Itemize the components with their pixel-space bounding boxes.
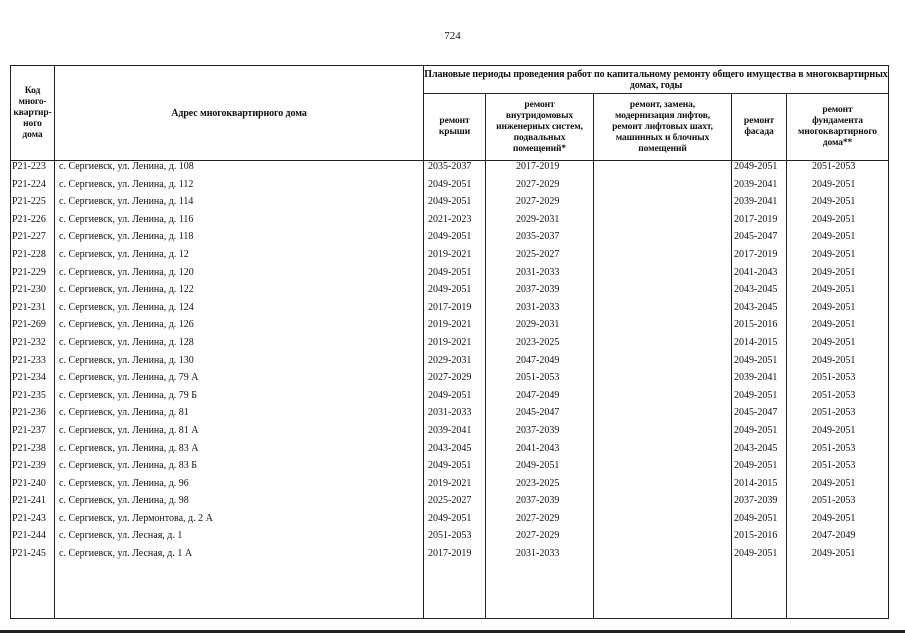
header-code: Код много- квартир- ного дома: [11, 66, 55, 161]
address-cell: с. Сергиевск, ул. Ленина, д. 96: [55, 478, 424, 496]
address-cell: с. Сергиевск, ул. Ленина, д. 112: [55, 179, 424, 197]
elevators-cell: [594, 179, 732, 197]
address-cell: с. Сергиевск, ул. Ленина, д. 124: [55, 302, 424, 320]
facade-cell: 2049-2051: [732, 355, 787, 373]
foundation-cell: 2049-2051: [787, 425, 889, 443]
address-cell: с. Сергиевск, ул. Ленина, д. 118: [55, 231, 424, 249]
elevators-cell: [594, 495, 732, 513]
roof-cell: 2019-2021: [424, 319, 486, 337]
facade-cell: 2015-2016: [732, 530, 787, 548]
facade-cell: 2049-2051: [732, 161, 787, 179]
foundation-cell: 2049-2051: [787, 355, 889, 373]
address-cell: с. Сергиевск, ул. Ленина, д. 114: [55, 196, 424, 214]
table-row: [11, 214, 889, 232]
capital-repair-table: [10, 65, 889, 619]
foundation-cell: 2049-2051: [787, 284, 889, 302]
address-cell: с. Сергиевск, ул. Ленина, д. 98: [55, 495, 424, 513]
foundation-cell: 2049-2051: [787, 214, 889, 232]
engineering-cell: 2023-2025: [486, 337, 594, 355]
roof-cell: 2043-2045: [424, 443, 486, 461]
roof-cell: 2017-2019: [424, 302, 486, 320]
address-cell: с. Сергиевск, ул. Лесная, д. 1 А: [55, 548, 424, 619]
header-facade: ремонт фасада: [732, 94, 787, 161]
engineering-cell: 2035-2037: [486, 231, 594, 249]
roof-cell: 2019-2021: [424, 478, 486, 496]
table-row: [11, 179, 889, 197]
engineering-cell: 2029-2031: [486, 319, 594, 337]
foundation-cell: 2049-2051: [787, 302, 889, 320]
code-cell: Р21-234: [11, 372, 55, 390]
code-cell: Р21-230: [11, 284, 55, 302]
roof-cell: 2049-2051: [424, 267, 486, 285]
elevators-cell: [594, 284, 732, 302]
address-cell: с. Сергиевск, ул. Ленина, д. 108: [55, 161, 424, 179]
facade-cell: 2043-2045: [732, 443, 787, 461]
elevators-cell: [594, 337, 732, 355]
code-cell: Р21-224: [11, 179, 55, 197]
table-row: [11, 530, 889, 548]
roof-cell: 2029-2031: [424, 355, 486, 373]
elevators-cell: [594, 425, 732, 443]
table-row: [11, 355, 889, 373]
code-cell: Р21-238: [11, 443, 55, 461]
code-cell: Р21-237: [11, 425, 55, 443]
table-row: [11, 249, 889, 267]
facade-cell: 2041-2043: [732, 267, 787, 285]
header-elevators: ремонт, замена, модернизация лифтов, ремонт лифтовых шахт, машинных и блочных помещений: [594, 94, 732, 161]
address-cell: с. Сергиевск, ул. Лесная, д. 1: [55, 530, 424, 548]
address-cell: с. Сергиевск, ул. Ленина, д. 83 Б: [55, 460, 424, 478]
roof-cell: 2049-2051: [424, 179, 486, 197]
roof-cell: 2027-2029: [424, 372, 486, 390]
engineering-cell: 2031-2033: [486, 302, 594, 320]
header-roof: ремонт крыши: [424, 94, 486, 161]
table-row: [11, 196, 889, 214]
engineering-cell: 2051-2053: [486, 372, 594, 390]
address-cell: с. Сергиевск, ул. Ленина, д. 83 А: [55, 443, 424, 461]
engineering-cell: 2037-2039: [486, 284, 594, 302]
address-cell: с. Сергиевск, ул. Ленина, д. 122: [55, 284, 424, 302]
table-row: [11, 284, 889, 302]
table-row: [11, 372, 889, 390]
roof-cell: 2019-2021: [424, 337, 486, 355]
elevators-cell: [594, 319, 732, 337]
foundation-cell: 2049-2051: [787, 249, 889, 267]
table-row: [11, 548, 889, 619]
table-row: [11, 478, 889, 496]
elevators-cell: [594, 161, 732, 179]
elevators-cell: [594, 390, 732, 408]
table-row: [11, 425, 889, 443]
table-row: [11, 460, 889, 478]
elevators-cell: [594, 249, 732, 267]
roof-cell: 2049-2051: [424, 513, 486, 531]
code-cell: Р21-240: [11, 478, 55, 496]
engineering-cell: 2031-2033: [486, 548, 594, 619]
roof-cell: 2049-2051: [424, 231, 486, 249]
elevators-cell: [594, 214, 732, 232]
code-cell: Р21-244: [11, 530, 55, 548]
roof-cell: 2031-2033: [424, 407, 486, 425]
roof-cell: 2049-2051: [424, 460, 486, 478]
facade-cell: 2049-2051: [732, 548, 787, 619]
foundation-cell: 2051-2053: [787, 495, 889, 513]
code-cell: Р21-223: [11, 161, 55, 179]
facade-cell: 2014-2015: [732, 337, 787, 355]
roof-cell: 2035-2037: [424, 161, 486, 179]
elevators-cell: [594, 530, 732, 548]
roof-cell: 2049-2051: [424, 390, 486, 408]
elevators-cell: [594, 355, 732, 373]
code-cell: Р21-227: [11, 231, 55, 249]
foundation-cell: 2049-2051: [787, 231, 889, 249]
elevators-cell: [594, 513, 732, 531]
table-row: [11, 513, 889, 531]
table-body: [11, 161, 889, 619]
code-cell: Р21-236: [11, 407, 55, 425]
code-cell: Р21-233: [11, 355, 55, 373]
elevators-cell: [594, 407, 732, 425]
table-row: [11, 337, 889, 355]
table-row: [11, 231, 889, 249]
foundation-cell: 2049-2051: [787, 196, 889, 214]
engineering-cell: 2023-2025: [486, 478, 594, 496]
address-cell: с. Сергиевск, ул. Ленина, д. 116: [55, 214, 424, 232]
foundation-cell: 2049-2051: [787, 478, 889, 496]
address-cell: с. Сергиевск, ул. Ленина, д. 126: [55, 319, 424, 337]
foundation-cell: 2051-2053: [787, 407, 889, 425]
facade-cell: 2017-2019: [732, 214, 787, 232]
engineering-cell: 2037-2039: [486, 425, 594, 443]
foundation-cell: 2049-2051: [787, 319, 889, 337]
engineering-cell: 2045-2047: [486, 407, 594, 425]
facade-cell: 2049-2051: [732, 460, 787, 478]
roof-cell: 2051-2053: [424, 530, 486, 548]
code-cell: Р21-225: [11, 196, 55, 214]
facade-cell: 2049-2051: [732, 425, 787, 443]
foundation-cell: 2051-2053: [787, 390, 889, 408]
roof-cell: 2025-2027: [424, 495, 486, 513]
facade-cell: 2017-2019: [732, 249, 787, 267]
roof-cell: 2021-2023: [424, 214, 486, 232]
foundation-cell: 2049-2051: [787, 267, 889, 285]
elevators-cell: [594, 478, 732, 496]
foundation-cell: 2051-2053: [787, 161, 889, 179]
code-cell: Р21-226: [11, 214, 55, 232]
facade-cell: 2043-2045: [732, 284, 787, 302]
code-cell: Р21-245: [11, 548, 55, 619]
engineering-cell: 2049-2051: [486, 460, 594, 478]
address-cell: с. Сергиевск, ул. Ленина, д. 79 А: [55, 372, 424, 390]
facade-cell: 2039-2041: [732, 179, 787, 197]
elevators-cell: [594, 231, 732, 249]
elevators-cell: [594, 267, 732, 285]
elevators-cell: [594, 302, 732, 320]
engineering-cell: 2027-2029: [486, 179, 594, 197]
table-row: [11, 407, 889, 425]
elevators-cell: [594, 460, 732, 478]
code-cell: Р21-231: [11, 302, 55, 320]
code-cell: Р21-232: [11, 337, 55, 355]
engineering-cell: 2047-2049: [486, 390, 594, 408]
table-row: [11, 495, 889, 513]
foundation-cell: 2049-2051: [787, 179, 889, 197]
code-cell: Р21-241: [11, 495, 55, 513]
elevators-cell: [594, 372, 732, 390]
table-row: [11, 443, 889, 461]
facade-cell: 2043-2045: [732, 302, 787, 320]
engineering-cell: 2047-2049: [486, 355, 594, 373]
table-row: [11, 161, 889, 179]
foundation-cell: 2049-2051: [787, 337, 889, 355]
table-row: [11, 267, 889, 285]
foundation-cell: 2051-2053: [787, 460, 889, 478]
address-cell: с. Сергиевск, ул. Лермонтова, д. 2 А: [55, 513, 424, 531]
foundation-cell: 2049-2051: [787, 548, 889, 619]
address-cell: с. Сергиевск, ул. Ленина, д. 81: [55, 407, 424, 425]
roof-cell: 2019-2021: [424, 249, 486, 267]
facade-cell: 2049-2051: [732, 513, 787, 531]
elevators-cell: [594, 443, 732, 461]
code-cell: Р21-235: [11, 390, 55, 408]
engineering-cell: 2025-2027: [486, 249, 594, 267]
code-cell: Р21-269: [11, 319, 55, 337]
roof-cell: 2039-2041: [424, 425, 486, 443]
roof-cell: 2017-2019: [424, 548, 486, 619]
bottom-rule: [0, 630, 905, 633]
foundation-cell: 2051-2053: [787, 372, 889, 390]
page-number: 724: [444, 30, 461, 42]
engineering-cell: 2037-2039: [486, 495, 594, 513]
facade-cell: 2045-2047: [732, 231, 787, 249]
facade-cell: 2037-2039: [732, 495, 787, 513]
roof-cell: 2049-2051: [424, 196, 486, 214]
engineering-cell: 2031-2033: [486, 267, 594, 285]
code-cell: Р21-243: [11, 513, 55, 531]
header-address: Адрес многоквартирного дома: [55, 66, 424, 161]
facade-cell: 2045-2047: [732, 407, 787, 425]
engineering-cell: 2041-2043: [486, 443, 594, 461]
facade-cell: 2015-2016: [732, 319, 787, 337]
foundation-cell: 2047-2049: [787, 530, 889, 548]
address-cell: с. Сергиевск, ул. Ленина, д. 79 Б: [55, 390, 424, 408]
code-cell: Р21-229: [11, 267, 55, 285]
table-row: [11, 302, 889, 320]
facade-cell: 2039-2041: [732, 196, 787, 214]
address-cell: с. Сергиевск, ул. Ленина, д. 12: [55, 249, 424, 267]
roof-cell: 2049-2051: [424, 284, 486, 302]
address-cell: с. Сергиевск, ул. Ленина, д. 130: [55, 355, 424, 373]
address-cell: с. Сергиевск, ул. Ленина, д. 128: [55, 337, 424, 355]
header-row: [11, 66, 889, 94]
engineering-cell: 2017-2019: [486, 161, 594, 179]
foundation-cell: 2049-2051: [787, 513, 889, 531]
code-cell: Р21-239: [11, 460, 55, 478]
elevators-cell: [594, 196, 732, 214]
engineering-cell: 2027-2029: [486, 196, 594, 214]
engineering-cell: 2029-2031: [486, 214, 594, 232]
header-engineering: ремонт внутридомовых инженерных систем, подвальных помещений*: [486, 94, 594, 161]
table-row: [11, 390, 889, 408]
facade-cell: 2014-2015: [732, 478, 787, 496]
foundation-cell: 2051-2053: [787, 443, 889, 461]
header-foundation: ремонт фундамента многоквартирного дома**: [787, 94, 889, 161]
engineering-cell: 2027-2029: [486, 530, 594, 548]
elevators-cell: [594, 548, 732, 619]
code-cell: Р21-228: [11, 249, 55, 267]
engineering-cell: 2027-2029: [486, 513, 594, 531]
address-cell: с. Сергиевск, ул. Ленина, д. 120: [55, 267, 424, 285]
header-periods-group: Плановые периоды проведения работ по капитальному ремонту общего имущества в многоквартирных домах, годы: [424, 66, 889, 94]
address-cell: с. Сергиевск, ул. Ленина, д. 81 А: [55, 425, 424, 443]
facade-cell: 2049-2051: [732, 390, 787, 408]
table-row: [11, 319, 889, 337]
facade-cell: 2039-2041: [732, 372, 787, 390]
